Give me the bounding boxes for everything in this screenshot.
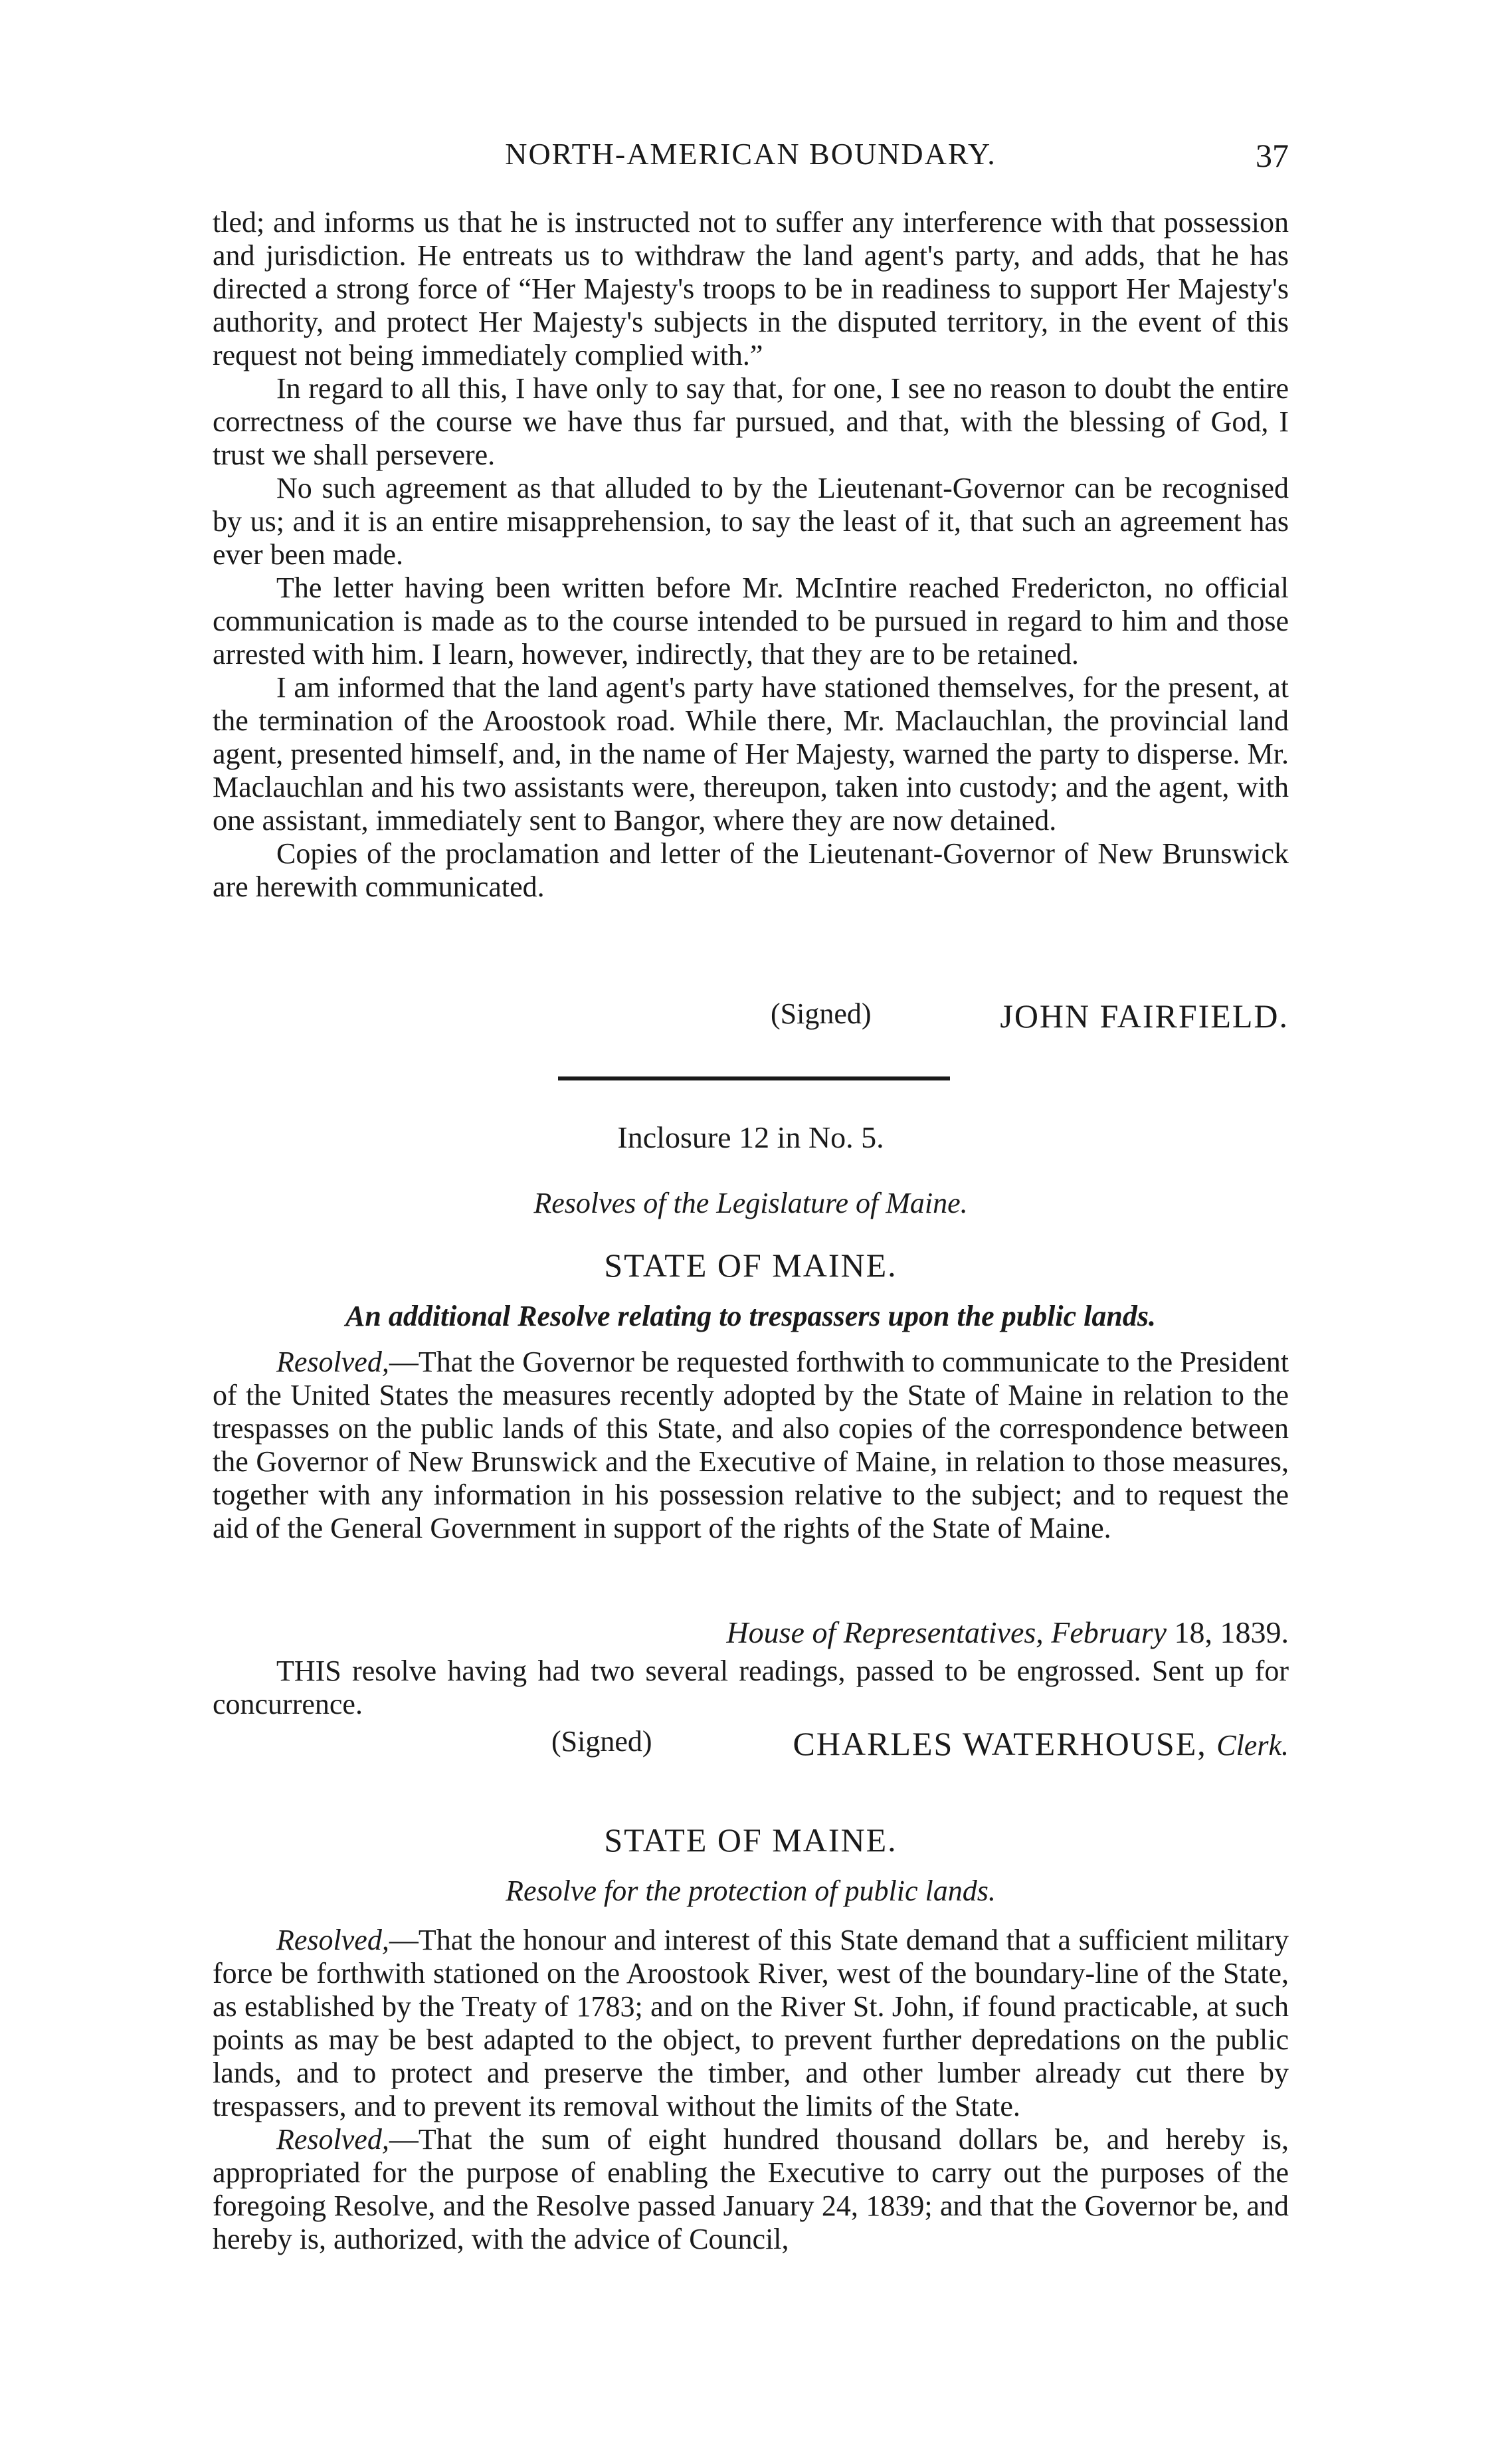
date-plain: 18, 1839.: [1174, 1615, 1289, 1649]
letter-paragraph: Copies of the proclamation and letter of the Lieutenant-Governor of New Brunswick are herewith communicated.: [213, 837, 1289, 903]
letter-paragraph: I am informed that the land agent's party have stationed themselves, for the present, at the termination of the Aroostook road. While there, Mr. Maclauchlan, the provincial land agent, presented himself, and, in the name of Her Majesty, warned the party to disperse. Mr. Maclauchlan and his two assistants were, thereupon, taken into custody; and the agent, with one assistant, immediately sent to Bangor, where they are now detained.: [213, 671, 1289, 837]
resolve1-note-block: [213, 1655, 1289, 1721]
clerk-signature: [793, 1724, 1289, 1763]
signed-label: (Signed): [551, 1725, 652, 1758]
resolve2-body: [213, 1924, 1289, 2256]
signer-name: CHARLES WATERHOUSE,: [793, 1725, 1207, 1762]
signer-name: JOHN FAIRFIELD.: [1000, 997, 1289, 1035]
resolve1-note: THIS resolve having had two several readings, passed to be engrossed. Sent up for concurrence.: [213, 1655, 1289, 1720]
resolve-paragraph: [213, 2123, 1289, 2256]
resolve1-signature: [213, 1724, 1289, 1764]
inclosure-title: Inclosure 12 in No. 5.: [617, 1120, 884, 1154]
letter-paragraph: In regard to all this, I have only to say that, for one, I see no reason to doubt the entire correctness of the course we have thus far pursued, and that, with the blessing of God, I trust we shall persevere.: [213, 372, 1289, 471]
signed-label: (Signed): [771, 997, 872, 1030]
page-number: 37: [1256, 137, 1289, 174]
letter-body: [213, 206, 1289, 904]
resolve-paragraph: [213, 1924, 1289, 2123]
section-divider: [558, 1076, 950, 1080]
resolve-text: —That the sum of eight hundred thousand dollars be, and hereby is, appropriated for the purpose of enabling the Executive to carry out the purposes of the foregoing Resolve, and the Resolve passed January 24, 1839; and that the Governor be, and hereby is, authorized, with the advice of Council,: [213, 2123, 1289, 2255]
resolve-subheading: An additional Resolve relating to trespassers upon the public lands.: [345, 1300, 1156, 1332]
resolve1-body: [213, 1346, 1289, 1545]
letter-paragraph: No such agreement as that alluded to by the Lieutenant-Governor can be recognised by us; and it is an entire misapprehension, to say the least of it, that such an agreement has ever been made.: [213, 472, 1289, 571]
resolve-subheading: Resolve for the protection of public lands.: [506, 1875, 996, 1907]
resolved-lead: Resolved,: [276, 1346, 389, 1378]
state-heading: STATE OF MAINE.: [604, 1821, 898, 1859]
signer-role: Clerk.: [1216, 1729, 1289, 1762]
resolve-text: —That the Governor be requested forthwith to communicate to the President of the United States the measures recently adopted by the State of Maine in relation to the trespasses on the public lands of this State, and also copies of the correspondence between the Governor of New Brunswick and the Executive of Maine, in relation to those measures, together with any information in his possession relative to the subject; and to request the aid of the General Government in support of the rights of the State of Maine.: [213, 1346, 1289, 1544]
state-heading: STATE OF MAINE.: [604, 1247, 898, 1284]
resolved-lead: Resolved,: [276, 1924, 389, 1956]
resolve-text: —That the honour and interest of this State demand that a sufficient military force be forthwith stationed on the Aroostook River, west of the boundary-line of the State, as established by the Treaty of 1783; and on the River St. John, if found practicable, at such points as may be best adapted to the object, to prevent further depredations on the public lands, and to protect and preserve the timber, and other lumber already cut there by trespassers, and to prevent its removal without the limits of the State.: [213, 1924, 1289, 2122]
letter-paragraph: The letter having been written before Mr. McIntire reached Fredericton, no official communication is made as to the course intended to be pursued in regard to him and those arrested with him. I learn, however, indirectly, that they are to be retained.: [213, 571, 1289, 670]
date-italic: House of Representatives, February: [726, 1615, 1167, 1649]
running-header: [213, 136, 1289, 189]
inclosure-subtitle: Resolves of the Legislature of Maine.: [533, 1187, 968, 1219]
letter-signature: [213, 997, 1289, 1037]
resolve1-date: [213, 1615, 1289, 1650]
resolve-paragraph: [213, 1346, 1289, 1545]
resolved-lead: Resolved,: [276, 2123, 389, 2156]
running-title: NORTH-AMERICAN BOUNDARY.: [505, 137, 996, 171]
letter-paragraph: tled; and informs us that he is instructed not to suffer any interference with that possession and jurisdiction. He entreats us to withdraw the land agent's party, and adds, that he has directed a strong force of “Her Majesty's troops to be in readiness to support Her Majesty's authority, and protect Her Majesty's subjects in the disputed territory, in the event of this request not being immediately complied with.”: [213, 206, 1289, 371]
